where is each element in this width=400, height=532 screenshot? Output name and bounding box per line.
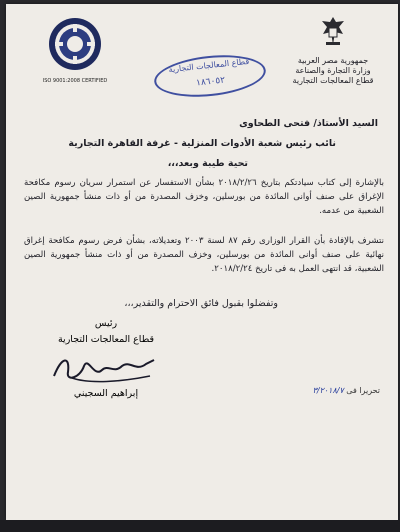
stamp-line-1: قطاع المعالجات التجارية: [168, 56, 250, 75]
salutation: السيد الأستاذ/ فتحى الطحاوى: [239, 118, 378, 129]
paragraph-1: بالإشارة إلى كتاب سيادتكم بتاريخ ٢٠١٨/٢/٢٦ بشأن الاستفسار عن استمرار سريان رسوم مكافحة الإغراق على صنف أوانى المائدة من بورسلين، وخزف المصدرة من أو ذات منشأ جمهورية الصين الشعبية من عدمه.: [24, 178, 384, 216]
eagle-emblem-icon: [318, 14, 348, 48]
date-value: ٣/٢٠١٨/٧: [312, 386, 344, 395]
gov-line-2: وزارة التجارة والصناعة: [295, 66, 371, 75]
handwritten-signature: [50, 348, 160, 388]
signatory-role: رئيس: [94, 318, 118, 329]
photo-bottom-edge: [0, 520, 400, 532]
signatory-department: قطاع المعالجات التجارية: [57, 334, 155, 345]
letter-page: [6, 4, 398, 520]
signatory-name: إبراهيم السجيني: [73, 388, 139, 399]
letterhead-ministry: [278, 14, 388, 86]
iso-certification-icon: [47, 16, 103, 72]
iso-logo: [40, 16, 110, 84]
incoming-stamp: [152, 50, 268, 101]
closing-line: وتفضلوا بقبول فائق الاحترام والتقدير،،،: [124, 298, 278, 309]
stamp-number: ١٨٦٠٥٢: [195, 75, 226, 89]
paragraph-2: نتشرف بالإفادة بأن القرار الوزارى رقم ٨٧ لسنة ٢٠٠٣ وتعديلاته، بشأن فرض رسوم مكافحة إغراق نهائية على صنف أوانى المائدة من بورسلين، وخزف المصدرة من أو ذات منشأ جمهورية الصين الشعبية، قد انتهى العمل به فى تاريخ ٢٠١٨/٢/٢٤.: [24, 236, 384, 274]
date-line: [313, 386, 380, 395]
gov-line-1: جمهورية مصر العربية: [297, 56, 369, 65]
recipient-line: نائب رئيس شعبة الأدوات المنزلية - غرفة القاهرة التجارية: [68, 138, 336, 149]
iso-label: ISO 9001:2008 CERTIFIED: [42, 78, 108, 84]
greeting: تحية طيبة وبعد،،،: [167, 158, 248, 169]
date-label: تحريرا فى: [346, 386, 380, 395]
gov-line-3: قطاع المعالجات التجارية: [292, 76, 374, 85]
